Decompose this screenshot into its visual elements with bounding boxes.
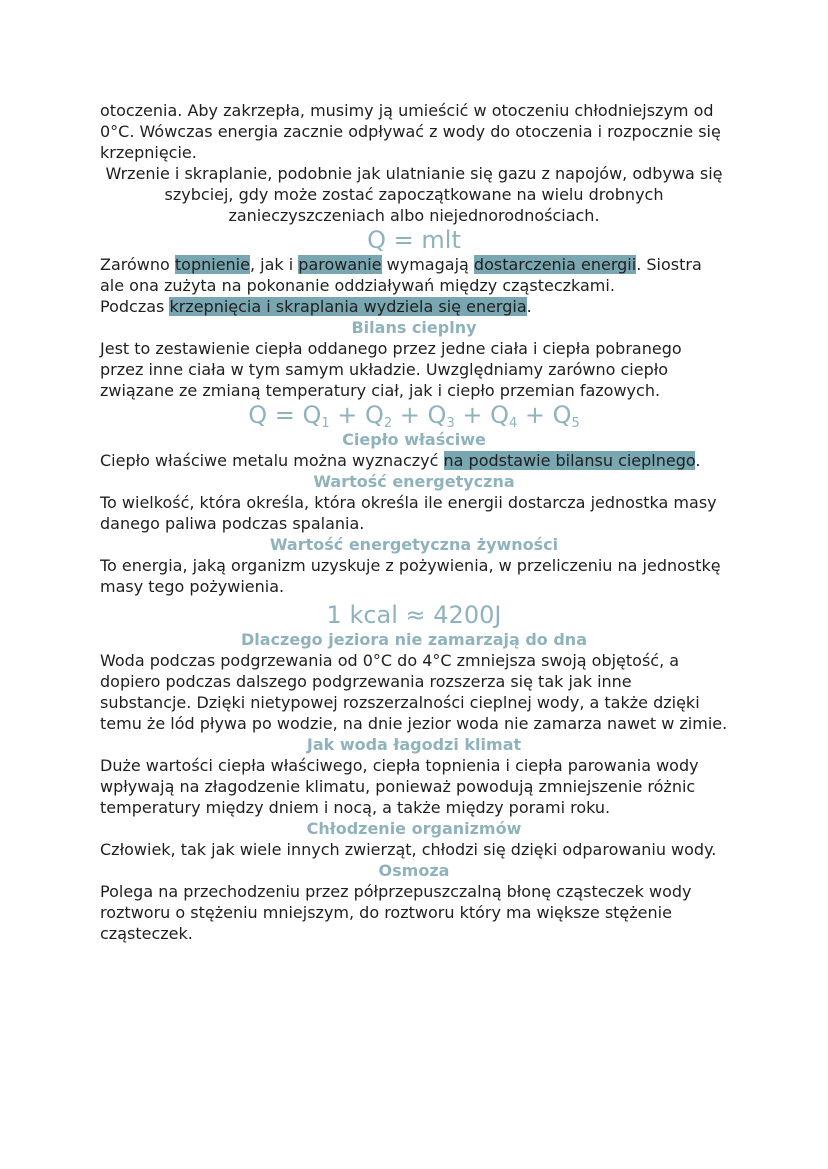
intro-paragraph-2: Wrzenie i skraplanie, podobnie jak ulatnianie się gazu z napojów, odbywa się szybciej, gdy może zostać zapoczątkowane na wielu drobnych zanieczyszczeniach albo niejednorodnościach. bbox=[105, 164, 723, 225]
cieplo-wlasciwe-text: Ciepło właściwe metalu można wyznaczyć na podstawie bilansu cieplnego. bbox=[100, 451, 701, 470]
bilans-cieplny-text: Jest to zestawienie ciepła oddanego przez jedne ciała i ciepła pobranego przez inne ciała w tym samym układzie. Uwzględniamy zarówno ciepło związane ze zmianą temperatury ciał, jak i ciepło przemian fazowych. bbox=[100, 339, 682, 400]
intro-paragraph-1: otoczenia. Aby zakrzepła, musimy ją umieścić w otoczeniu chłodniejszym od 0°C. Wówczas energia zacznie odpływać z wody do otoczenia i rozpocznie się krzepnięcie. bbox=[100, 101, 721, 162]
formula-kcal: 1 kcal ≈ 4200J bbox=[326, 601, 502, 629]
highlight-bilansu: na podstawie bilansu cieplnego bbox=[443, 451, 696, 470]
heading-wartosc-zywnosci: Wartość energetyczna żywności bbox=[269, 535, 559, 554]
formula-q-mlt: Q = mlt bbox=[367, 226, 461, 254]
heading-chlodzenie: Chłodzenie organizmów bbox=[306, 819, 522, 838]
klimat-text: Duże wartości ciepła właściwego, ciepła topnienia i ciepła parowania wody wpływają na złagodzenie klimatu, ponieważ powodują zmniejszenie różnic temperatury między dniem i nocą, a także między porami roku. bbox=[100, 756, 699, 817]
osmoza-text: Polega na przechodzeniu przez półprzepuszczalną błonę cząsteczek wody roztworu o stężeniu mniejszym, do roztworu który ma większe stężenie cząsteczek. bbox=[100, 882, 692, 943]
highlight-topnienie: topnienie bbox=[174, 255, 250, 274]
highlight-parowanie: parowanie bbox=[298, 255, 382, 274]
heading-klimat: Jak woda łagodzi klimat bbox=[306, 735, 522, 754]
formula-heat-balance: $Q = Q_1 + Q_2 + Q_3 + Q_4 + Q_5$ bbox=[248, 401, 580, 431]
highlight-dostarczenia-energii: dostarczenia energii bbox=[473, 255, 637, 274]
jeziora-text: Woda podczas podgrzewania od 0°C do 4°C zmniejsza swoją objętość, a dopiero podczas dalszego podgrzewania rozszerza się tak jak inne substancje. Dzięki nietypowej rozszerzalności cieplnej wody, a także dzięki temu że lód pływa po wodzie, na dnie jezior woda nie zamarza nawet w zimie. bbox=[100, 651, 728, 733]
phase-change-paragraph: Zarówno topnienie, jak i parowanie wymagają dostarczenia energii. Siostra ale ona zużyta na pokonanie oddziaływań między cząsteczkami. bbox=[100, 255, 702, 295]
highlight-wydziela-energia: krzepnięcia i skraplania wydziela się energia bbox=[169, 297, 527, 316]
phase-release-paragraph: Podczas krzepnięcia i skraplania wydziela się energia. bbox=[100, 297, 532, 316]
heading-jeziora: Dlaczego jeziora nie zamarzają do dna bbox=[241, 630, 587, 649]
chlodzenie-text: Człowiek, tak jak wiele innych zwierząt, chłodzi się dzięki odparowaniu wody. bbox=[100, 840, 717, 859]
heading-osmoza: Osmoza bbox=[378, 861, 450, 880]
wartosc-energetyczna-text: To wielkość, która określa, która określa ile energii dostarcza jednostka masy danego paliwa podczas spalania. bbox=[100, 493, 717, 533]
heading-bilans-cieplny: Bilans cieplny bbox=[351, 318, 477, 337]
heading-cieplo-wlasciwe: Ciepło właściwe bbox=[342, 430, 486, 449]
heading-wartosc-energetyczna: Wartość energetyczna bbox=[313, 472, 515, 491]
wartosc-zywnosci-text: To energia, jaką organizm uzyskuje z pożywienia, w przeliczeniu na jednostkę masy tego pożywienia. bbox=[100, 556, 721, 596]
